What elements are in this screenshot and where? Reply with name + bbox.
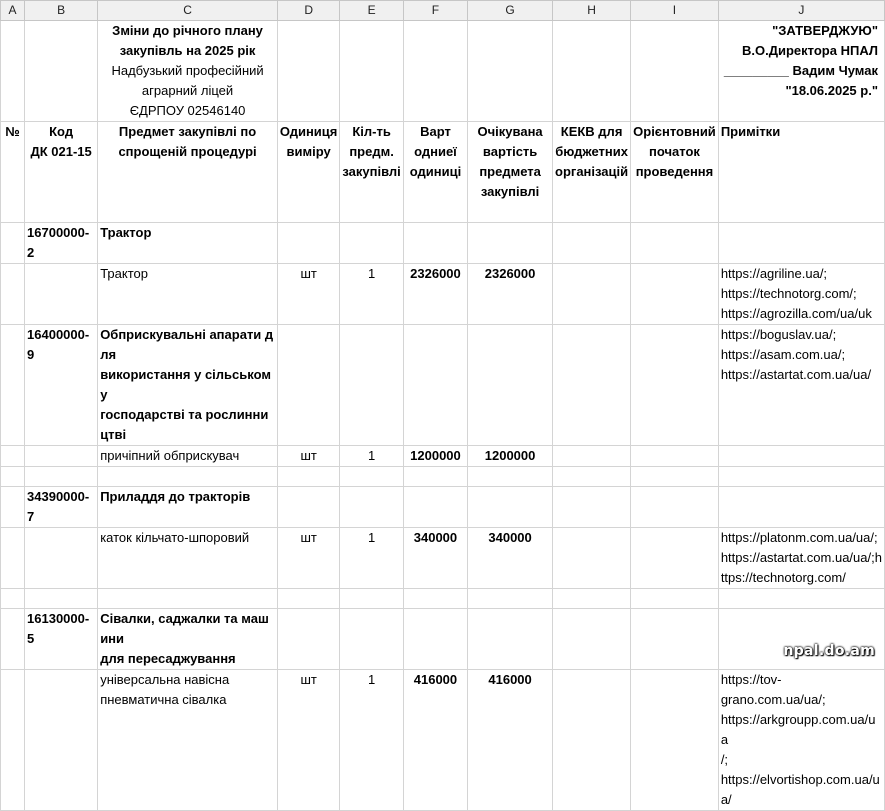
group-name[interactable]: Обприскувальні апарати для використання у сільському господарстві та рослинництві: [98, 325, 278, 446]
item-name[interactable]: причіпний обприскувач: [98, 446, 278, 467]
title-line-5: ЄДРПОУ 02546140: [129, 103, 246, 118]
item-qty[interactable]: 1: [340, 528, 403, 589]
header-kekv[interactable]: КЕКВ для бюджетних організацій: [553, 122, 631, 223]
item-qty[interactable]: 1: [340, 264, 403, 325]
item-price[interactable]: 416000: [403, 670, 467, 811]
column-header-row: [1, 1, 885, 21]
table-header-row: [1, 122, 885, 223]
item-price[interactable]: 340000: [403, 528, 467, 589]
item-total[interactable]: 1200000: [468, 446, 553, 467]
column-header-a[interactable]: A: [1, 1, 25, 21]
item-notes[interactable]: https://agriline.ua/; https://technotorg.com/; https://agrozilla.com/ua/uk: [718, 264, 884, 325]
item-qty[interactable]: 1: [340, 670, 403, 811]
title-line-3: Надбузький професійний: [111, 63, 264, 78]
item-total[interactable]: 340000: [468, 528, 553, 589]
title-line-1: Зміни до річного плану: [112, 23, 263, 38]
group-code[interactable]: 34390000-7: [25, 487, 98, 528]
item-unit[interactable]: шт: [277, 446, 339, 467]
column-header-f[interactable]: F: [403, 1, 467, 21]
group-name[interactable]: Приладдя до тракторів: [98, 487, 278, 528]
title-block[interactable]: [98, 21, 278, 122]
approval-line-3: _________ Вадим Чумак: [723, 63, 878, 78]
header-notes[interactable]: Примітки: [718, 122, 884, 223]
table-row: [1, 487, 885, 528]
empty-row: [1, 467, 885, 487]
item-name[interactable]: каток кільчато-шпоровий: [98, 528, 278, 589]
table-row: [1, 223, 885, 264]
item-price[interactable]: 1200000: [403, 446, 467, 467]
item-total[interactable]: 2326000: [468, 264, 553, 325]
group-name[interactable]: Сівалки, саджалки та машини для пересаджування: [98, 609, 278, 670]
title-line-4: аграрний ліцей: [141, 83, 234, 98]
group-notes[interactable]: https://boguslav.ua/; https://asam.com.ua/; https://astartat.com.ua/ua/: [718, 325, 884, 446]
approval-block[interactable]: [718, 21, 884, 122]
item-notes[interactable]: https://tov- grano.com.ua/ua/; https://arkgroupp.com.ua/ua /; https://elvortishop.com.ua/u a/: [718, 670, 884, 811]
column-header-j[interactable]: J: [718, 1, 884, 21]
column-header-b[interactable]: B: [25, 1, 98, 21]
table-row: [1, 670, 885, 811]
approval-line-1: "ЗАТВЕРДЖУЮ": [772, 23, 878, 38]
header-code[interactable]: Код ДК 021-15: [25, 122, 98, 223]
column-header-c[interactable]: C: [98, 1, 278, 21]
approval-line-2: В.О.Директора НПАЛ: [742, 43, 878, 58]
table-row: [1, 446, 885, 467]
title-row: [1, 21, 885, 122]
item-name[interactable]: Трактор: [98, 264, 278, 325]
group-code[interactable]: 16400000-9: [25, 325, 98, 446]
table-row: [1, 264, 885, 325]
table-row: [1, 528, 885, 589]
column-header-d[interactable]: D: [277, 1, 339, 21]
site-watermark: npal.do.am: [783, 643, 875, 659]
item-unit[interactable]: шт: [277, 528, 339, 589]
item-unit[interactable]: шт: [277, 670, 339, 811]
item-name[interactable]: універсальна навісна пневматична сівалка: [98, 670, 278, 811]
item-total[interactable]: 416000: [468, 670, 553, 811]
header-subject[interactable]: Предмет закупівлі по спрощеній процедурі: [98, 122, 278, 223]
header-price[interactable]: Варт одниеї одиниці: [403, 122, 467, 223]
item-unit[interactable]: шт: [277, 264, 339, 325]
empty-row: [1, 589, 885, 609]
table-row: [1, 325, 885, 446]
header-qty[interactable]: Кіл-ть предм. закупівлі: [340, 122, 403, 223]
item-price[interactable]: 2326000: [403, 264, 467, 325]
header-unit[interactable]: Одиниця виміру: [277, 122, 339, 223]
item-notes[interactable]: https://platonm.com.ua/ua/; https://astartat.com.ua/ua/;h ttps://technotorg.com/: [718, 528, 884, 589]
header-num[interactable]: №: [1, 122, 25, 223]
header-start[interactable]: Орієнтовний початок проведення: [631, 122, 719, 223]
column-header-i[interactable]: I: [631, 1, 719, 21]
approval-line-4: "18.06.2025 р.": [785, 83, 878, 98]
group-code[interactable]: 16130000-5: [25, 609, 98, 670]
title-line-2: закупівль на 2025 рік: [119, 43, 256, 58]
table-row: [1, 609, 885, 670]
header-expected[interactable]: Очікувана вартість предмета закупівлі: [468, 122, 553, 223]
group-name[interactable]: Трактор: [98, 223, 278, 264]
group-code[interactable]: 16700000-2: [25, 223, 98, 264]
column-header-g[interactable]: G: [468, 1, 553, 21]
column-header-e[interactable]: E: [340, 1, 403, 21]
item-qty[interactable]: 1: [340, 446, 403, 467]
column-header-h[interactable]: H: [553, 1, 631, 21]
